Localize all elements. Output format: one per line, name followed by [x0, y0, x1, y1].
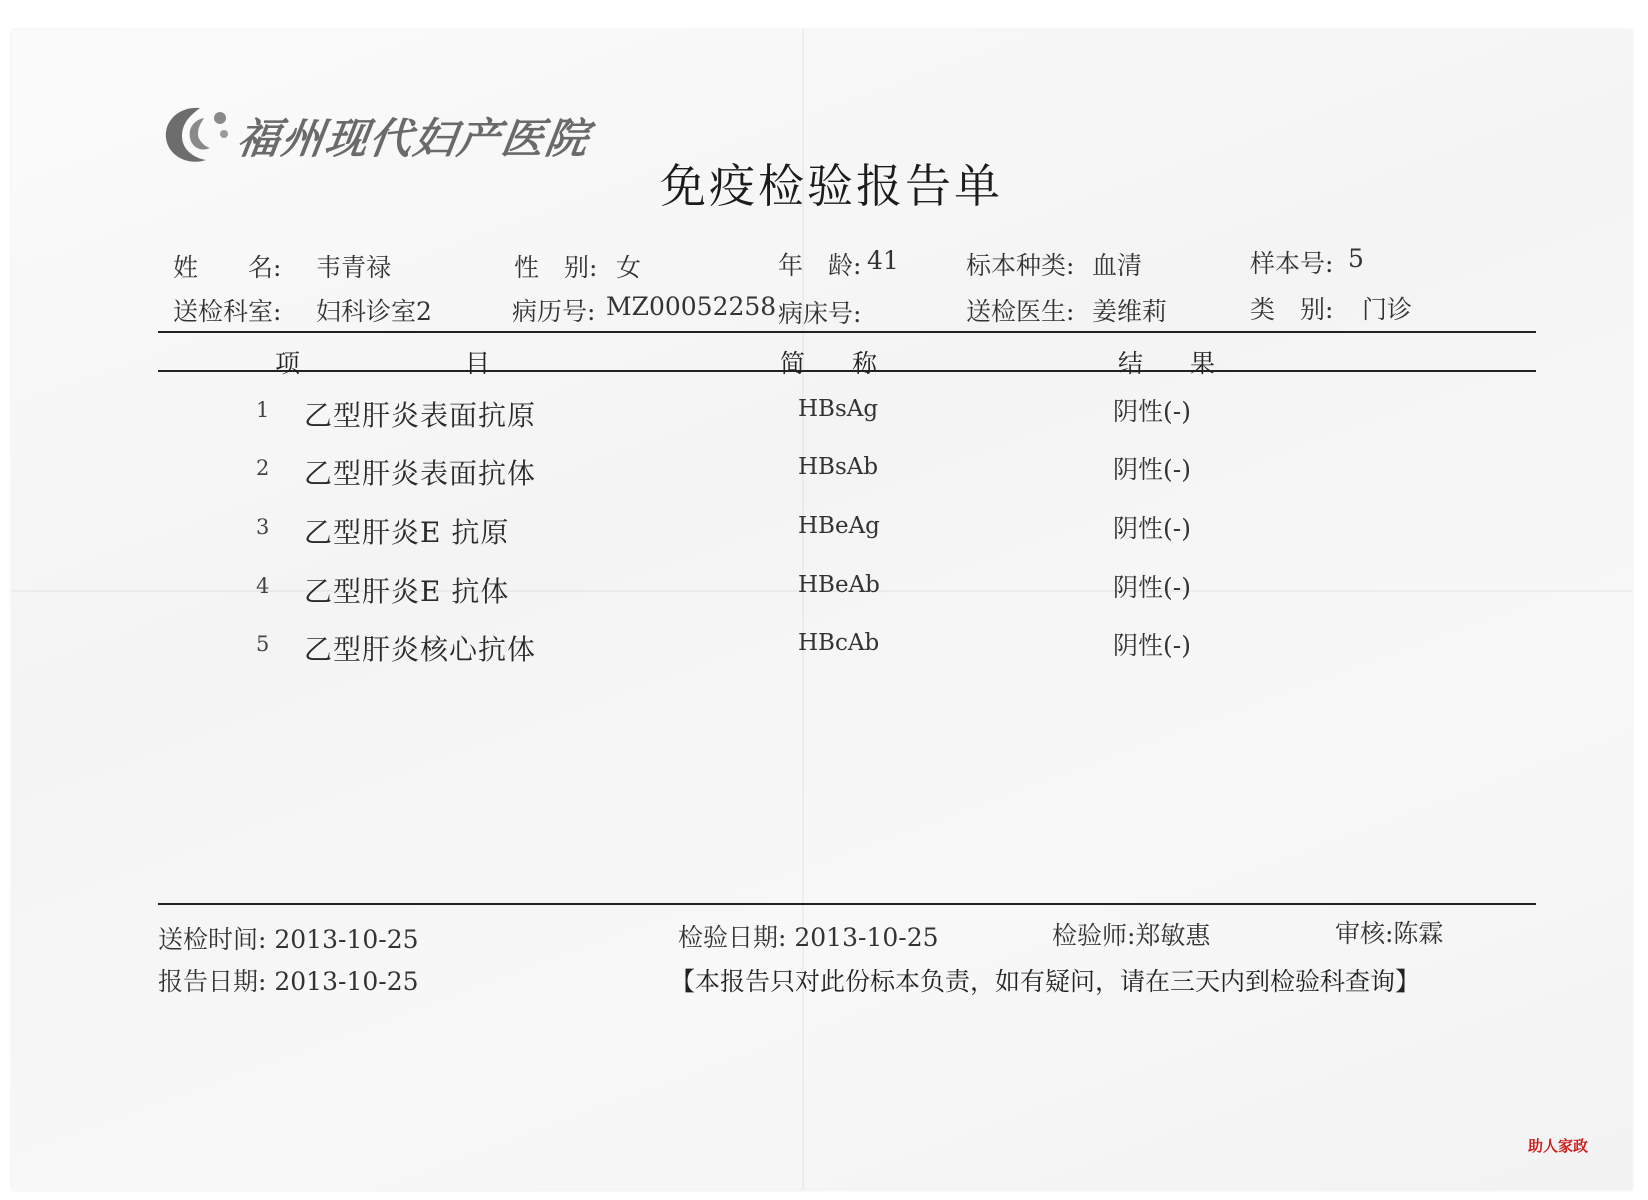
submit-time: 送检时间: 2013-10-25 — [158, 925, 419, 954]
doctor-value: 姜维莉 — [1092, 297, 1168, 326]
specimen-label: 标本种类: — [966, 251, 1075, 280]
header-item-a: 项 — [275, 349, 301, 378]
reviewer: 审核:陈霖 — [1335, 919, 1444, 948]
row-number: 2 — [256, 456, 270, 480]
row-result: 阴性(-) — [1113, 397, 1191, 426]
age-value: 41 — [867, 246, 899, 275]
hospital-logo-icon — [160, 100, 238, 168]
header-result-a: 结 — [1118, 349, 1144, 378]
row-item-name: 乙型肝炎核心抗体 — [304, 633, 537, 666]
row-result: 阴性(-) — [1113, 631, 1191, 660]
row-item-name: 乙型肝炎E 抗体 — [304, 575, 510, 608]
row-item-name: 乙型肝炎E 抗原 — [304, 516, 510, 549]
watermark-text: 助人家政 — [1528, 1137, 1589, 1155]
row-number: 1 — [256, 398, 270, 422]
specimen-value: 血清 — [1092, 251, 1143, 280]
row-abbr: HBsAg — [798, 396, 879, 422]
row-item-name: 乙型肝炎表面抗原 — [304, 399, 537, 432]
report-date: 报告日期: 2013-10-25 — [158, 967, 419, 996]
row-result: 阴性(-) — [1113, 455, 1191, 484]
footer-rule — [158, 903, 1536, 905]
dept-value: 妇科诊室2 — [316, 297, 432, 326]
row-abbr: HBcAb — [798, 630, 880, 656]
bed-label: 病床号: — [778, 299, 862, 328]
test-date: 检验日期: 2013-10-25 — [678, 923, 939, 952]
sample-no-value: 5 — [1348, 244, 1364, 273]
table-header-rule — [158, 370, 1536, 372]
row-abbr: HBeAb — [798, 572, 880, 598]
row-number: 3 — [256, 515, 270, 539]
record-value: MZ00052258 — [606, 292, 777, 321]
row-result: 阴性(-) — [1113, 514, 1191, 543]
sex-value: 女 — [616, 253, 642, 282]
header-item-b: 目 — [465, 349, 491, 378]
header-result-b: 果 — [1190, 349, 1216, 378]
report-title: 免疫检验报告单 — [660, 159, 1003, 213]
hospital-name: 福州现代妇产医院 — [234, 114, 594, 163]
category-label: 类 别: — [1250, 295, 1334, 324]
header-abbr-a: 简 — [780, 349, 806, 378]
row-item-name: 乙型肝炎表面抗体 — [304, 457, 537, 490]
doctor-label: 送检医生: — [966, 297, 1075, 326]
table-top-rule — [158, 331, 1536, 333]
record-label: 病历号: — [512, 297, 596, 326]
row-number: 5 — [256, 632, 270, 656]
disclaimer-notice: 【本报告只对此份标本负责，如有疑问，请在三天内到检验科查询】 — [670, 967, 1421, 996]
row-abbr: HBeAg — [798, 513, 880, 539]
sample-no-label: 样本号: — [1250, 249, 1334, 278]
category-value: 门诊 — [1362, 295, 1413, 324]
row-number: 4 — [256, 574, 270, 598]
name-value: 韦青禄 — [316, 253, 392, 282]
dept-label: 送检科室: — [173, 297, 282, 326]
row-abbr: HBsAb — [798, 454, 879, 480]
tester: 检验师:郑敏惠 — [1052, 921, 1211, 950]
sex-label: 性 别: — [514, 253, 598, 282]
age-label: 年 龄: — [778, 251, 862, 280]
header-abbr-b: 称 — [852, 349, 878, 378]
row-result: 阴性(-) — [1113, 573, 1191, 602]
name-label: 姓 名: — [173, 253, 282, 282]
